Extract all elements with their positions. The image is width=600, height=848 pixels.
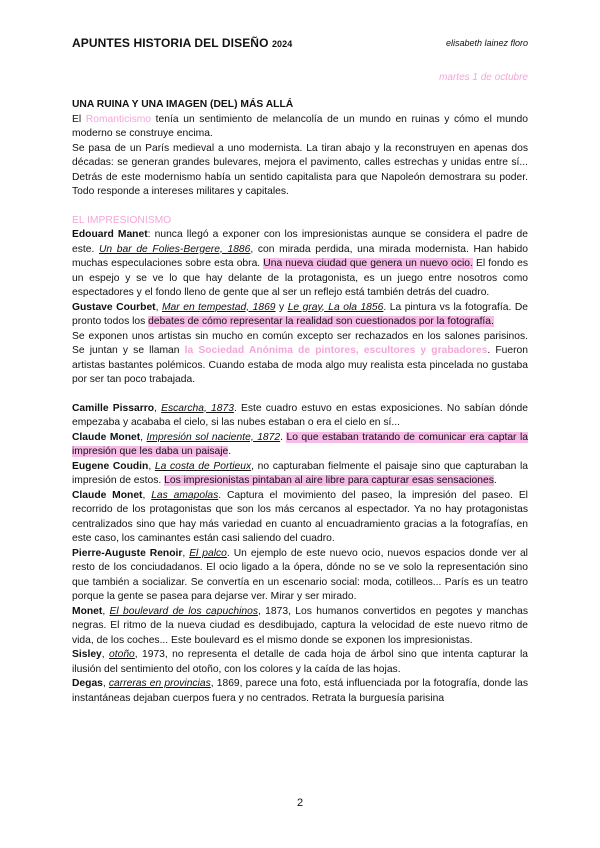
paragraph: Eugene Coudin, La costa de Portieux, no capturaban fielmente el paisaje sino que capturaban la impresión de estos. Los impresionistas pintaban al aire libre para capturar esas sensaciones.	[72, 460, 528, 486]
artwork-title: carreras en provincias	[108, 678, 211, 689]
paragraph: Se pasa de un París medieval a uno modernista. La tiran abajo y la reconstruyen en apenas dos décadas: se generan grandes bulevares, mejora el pavimento, calles estrechas y unidas entre sí... Detrás de este modernismo había un sentido capitalista para que Napoleón demostrara su poder. Todo responde a intereses militares y capitales.	[72, 142, 528, 197]
document-title	[72, 36, 292, 50]
paragraph: Se exponen unos artistas sin mucho en común excepto ser rechazados en los salones parisinos. Se juntan y se llaman la Sociedad Anónima de pintores, escultores y grabadores. Fueron artistas bastantes polémicos. Cuando estaba de moda algo muy realista esta pincelada no gustaba por ser tan poco trabajada.	[72, 330, 528, 385]
artwork-title: Impresión sol naciente, 1872	[146, 431, 281, 443]
artist-name: Degas	[72, 678, 103, 689]
artwork-title: Escarcha, 1873	[161, 402, 234, 414]
paragraph: Edouard Manet: nunca llegó a exponer con los impresionistas aunque se considera el padre de este. Un bar de Folies-Bergere, 1886, con mirada perdida, una mirada modernista. Han habido muchas especulaciones sobre esta obra. Una nueva ciudad que genera un nuevo ocio. El fondo es un espejo y se ve lo que hay delante de la protagonista, es un juego entre nosotros como espectadores y el fondo lleno de gente que al ser un reflejo está también detrás del cuadro.	[72, 229, 529, 298]
paragraph: El Romanticismo tenía un sentimiento de melancolía de un mundo en ruinas y cómo el mundo moderno se construye encima.	[72, 113, 528, 139]
artist-name: Monet	[72, 605, 103, 617]
artwork-title: La costa de Portieux	[154, 460, 252, 472]
paragraph: Pierre-Auguste Renoir, El palco. Un ejemplo de este nuevo ocio, nuevos espacios donde ver al resto de los conciudadanos. El ocio ligado a la ópera, dónde no se ve solo la representación sino que también a socializar. Se convertía en un escenario social: moda, cotilleos... París es un teatro porque la gente se pasea para dejarse ver. Mirar y ser mirado.	[72, 547, 528, 602]
title-text: APUNTES HISTORIA DEL DISEÑO	[72, 36, 269, 50]
page-number: 2	[296, 797, 304, 809]
artwork-title: El boulevard de los capuchinos	[109, 605, 258, 617]
paragraph: Sisley, otoño, 1973, no representa el detalle de cada hoja de árbol sino que intenta capturar la ilusión del sentimiento del otoño, con los colores y la caída de las hojas.	[72, 649, 528, 675]
section-heading: EL IMPRESIONISMO	[72, 214, 172, 226]
highlight: debates de cómo representar la realidad son cuestionados por la fotografía.	[148, 316, 494, 327]
highlight: Lo que estaban tratando de comunicar era captar la impresión que les daba un paisaje	[72, 431, 529, 457]
highlighted-term: la Sociedad Anónima de pintores, escultores y grabadores	[184, 345, 488, 356]
paragraph: Claude Monet, Impresión sol naciente, 1872. Lo que estaban tratando de comunicar era captar la impresión que les daba un paisaje.	[72, 431, 529, 457]
artist-name: Camille Pissarro	[72, 402, 155, 414]
document-body	[72, 98, 528, 706]
title-year: 2024	[271, 39, 293, 49]
paragraph: Gustave Courbet, Mar en tempestad, 1869 y Le gray, La ola 1856. La pintura vs la fotografía. De pronto todos los debates de cómo representar la realidad son cuestionados por la fotografía.	[72, 301, 529, 327]
artwork-title: Le gray, La ola 1856	[287, 301, 384, 313]
author-name: elisabeth lainez floro	[445, 38, 528, 48]
paragraph: Degas, carreras en provincias, 1869, parece una foto, está influenciada por la fotografía, donde las instantáneas dejaban cuerpos fuera y no centrados. Retrata la burguesía parisina	[72, 678, 528, 704]
highlighted-term: Romanticismo	[85, 113, 152, 125]
highlight: Una nueva ciudad que genera un nuevo ocio.	[263, 258, 473, 269]
section-heading: UNA RUINA Y UNA IMAGEN (DEL) MÁS ALLÁ	[72, 99, 294, 110]
artwork-title: otoño	[109, 649, 135, 660]
artist-name: Claude Monet	[72, 489, 143, 501]
artist-name: Gustave Courbet	[72, 301, 156, 313]
artwork-title: El palco	[189, 547, 227, 559]
artist-name: Sisley	[72, 649, 102, 660]
artist-name: Edouard Manet	[72, 229, 148, 240]
artwork-title: Un bar de Folies-Bergere, 1886	[98, 243, 251, 255]
paragraph: Monet, El boulevard de los capuchinos, 1873, Los humanos convertidos en pegotes y manchas negras. El ritmo de la nueva ciudad es desdibujado, captura la velocidad de este nuevo ritmo de vida, de los coches... Este boulevard es el mismo donde se exponen los impresionistas.	[72, 605, 528, 646]
artwork-title: Las amapolas	[151, 489, 219, 501]
artist-name: Claude Monet	[72, 431, 141, 443]
paragraph: Camille Pissarro, Escarcha, 1873. Este cuadro estuvo en estas exposiciones. No sabían dónde empezaba y acababa el cielo, si las nubes estaban o era el cielo en sí...	[72, 402, 528, 428]
paragraph: Claude Monet, Las amapolas. Captura el movimiento del paseo, la impresión del paseo. El recorrido de los protagonistas que son los más cercanos al espectador. Ya no hay protagonistas centralizados sino que hay más variedad en cuanto al encuadramiento gracias a la fotografías, en este caso, los caminantes están casi saliendo del cuadro.	[72, 489, 528, 544]
artist-name: Pierre-Auguste Renoir	[72, 547, 183, 559]
artist-name: Eugene Coudin	[72, 460, 149, 472]
highlight: Los impresionistas pintaban al aire libre para capturar esas sensaciones	[164, 475, 494, 486]
page-header	[72, 36, 528, 52]
artwork-title: Mar en tempestad, 1869	[161, 301, 276, 313]
date-label: martes 1 de octubre	[439, 72, 528, 83]
